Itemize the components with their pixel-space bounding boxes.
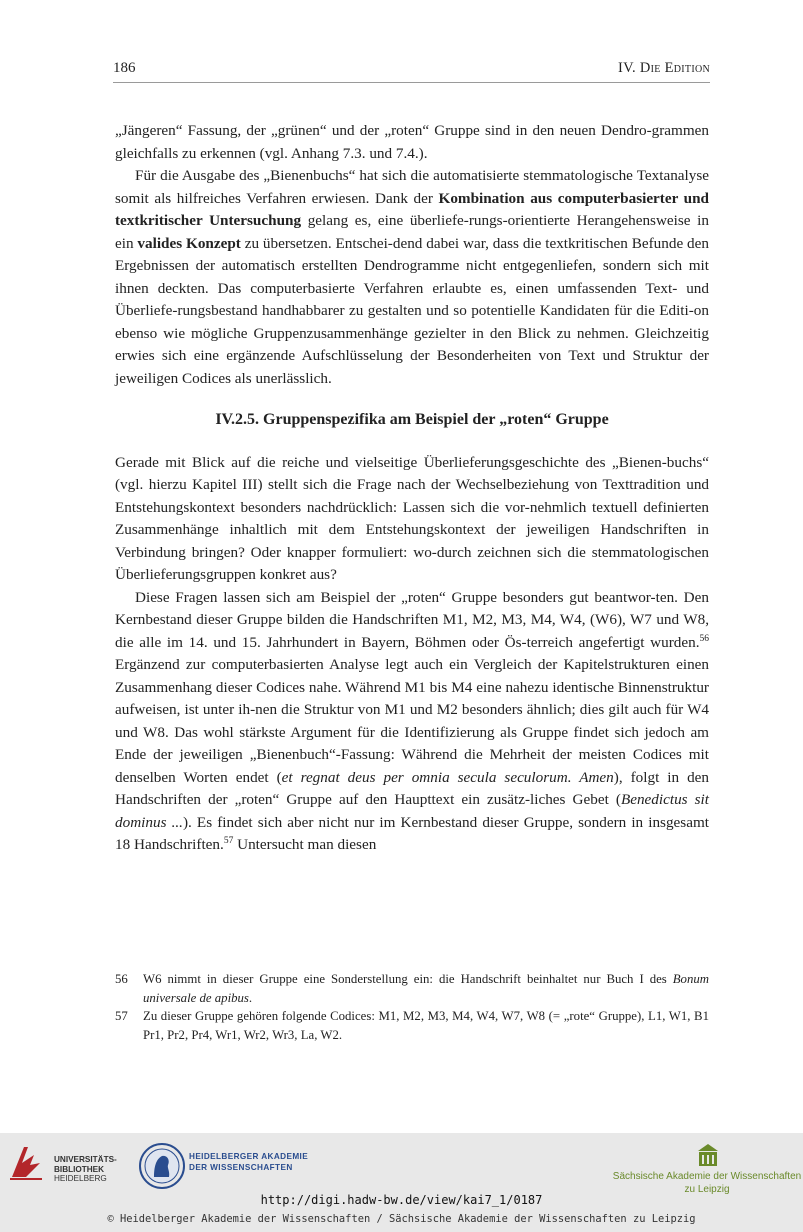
footnote-ref-56[interactable]: 56 — [699, 633, 709, 644]
body-text — [115, 120, 709, 857]
italic-phrase: Benedictus sit dominus ... — [115, 791, 709, 831]
paragraph-3: Gerade mit Blick auf die reiche und vielseitige Überlieferungsgeschichte des „Bienen-buchs“ (vgl. hierzu Kapitel III) stellt sich die Frage nach der Wechselbeziehung von Texttradition und Entstehungskontext besonders nachdrücklich: Lassen sich die vor-nehmlich textuell definierten Zusammenhänge inhaltlich mit dem Entstehungskontext der jeweiligen Handschriften in Verbindung bringen? Oder knapper formuliert: wo-durch zeichnen sich die stemmatologischen Überlieferungsgruppen konkret aus? — [115, 453, 709, 583]
footnote — [115, 970, 709, 1007]
section-title: IV. Die Edition — [617, 60, 710, 76]
text-run: Diese Fragen lassen sich am Beispiel der „roten“ Gruppe besonders gut beantwor-ten. Den Kernbestand dieser Gruppe bilden die Handschriften M1, M2, M3, M4, W4, (W6), W7 und W8, die alle im 14. und 15. Jahrhundert in Bayern, Böhmen oder Ös-terreich angefertigt wurden. — [115, 588, 709, 651]
text-run: ), folgt in den Handschriften der „roten“ Gruppe auf den Haupttext ein zusätz-liches Gebet ( — [115, 768, 709, 808]
hadw-text — [189, 1151, 308, 1173]
footnotes — [115, 970, 709, 1044]
running-head — [113, 60, 710, 83]
bold-phrase: Kombination aus computerbasierter und textkritischer Untersuchung — [115, 189, 709, 229]
footnote-text — [143, 970, 709, 1007]
text-run: zu übersetzen. Entschei-dend dabei war, dass die textkritischen Befunde den Ergebnissen der automatisch erstellten Dendrogramme nicht entgegenliefen, sondern sich mit ihnen deckten. Das computerbasierte Verfahren erlaubte es, einen umfassenden Text- und Überliefe-rungsbestand handhabbarer zu gestalten und so potentielle Kandidaten für die Editi-on ebenso wie mögliche Gruppenzusammenhänge gezielter in den Blick zu nehmen. Gleichzeitig erwies sich eine ergänzende Aufschlüsselung der Besonderheiten von Text und Struktur der jeweiligen Codices als unerlässlich. — [115, 234, 709, 387]
ub-emblem-icon — [8, 1141, 44, 1181]
ub-line: BIBLIOTHEK — [54, 1164, 105, 1174]
paragraph-4 — [115, 587, 709, 857]
footnote — [115, 1007, 709, 1044]
text-run: ). Es findet sich aber nicht nur im Kernbestand dieser Gruppe, sondern in insgesamt 18 Handschriften. — [115, 813, 709, 853]
footnote-text: Zu dieser Gruppe gehören folgende Codices: M1, M2, M3, M4, W4, W7, W8 (= „rote“ Gruppe), L1, W1, B1 Pr1, Pr2, Pr4, Wr1, Wr2, Wr3, La, W2. — [143, 1009, 709, 1042]
bold-phrase: valides Konzept — [137, 234, 241, 252]
paragraph-1: „Jängeren“ Fassung, der „grünen“ und der „roten“ Gruppe sind in den neuen Dendro-grammen gleichfalls zu erkennen (vgl. Anhang 7.3. und 7.4.). — [115, 122, 709, 162]
ub-line: HEIDELBERG — [54, 1174, 107, 1183]
saw-line: zu Leipzig — [684, 1184, 730, 1195]
hadw-seal-icon — [138, 1141, 186, 1191]
footnote-ref-57[interactable]: 57 — [223, 836, 234, 846]
paragraph-2 — [115, 165, 709, 390]
hadw-line: DER WISSENSCHAFTEN — [189, 1163, 293, 1172]
italic-phrase: et regnat deus per omnia secula seculorum. Amen — [281, 768, 614, 786]
copyright-notice: © Heidelberger Akademie der Wissenschaften / Sächsische Akademie der Wissenschaften zu Leipzig — [107, 1213, 696, 1225]
university-library-logo[interactable] — [8, 1141, 138, 1187]
text-run: Untersucht man diesen — [233, 836, 377, 853]
text-run: Für die Ausgabe des „Bienenbuchs“ hat sich die automatisierte stemmatologische Textanalyse somit als hilfreiches Verfahren erwiesen. Dank der — [115, 167, 709, 207]
hadw-line: HEIDELBERGER AKADEMIE — [189, 1152, 309, 1161]
footnote-number: 56 — [115, 972, 128, 986]
italic-phrase: Bonum universale de apibus — [143, 972, 709, 1005]
text-run: . — [248, 990, 253, 1005]
ub-text — [54, 1155, 117, 1184]
text-run: gelang es, eine überliefe-rungs-orientierte Herangehensweise in ein — [115, 212, 709, 252]
text-run: W6 nimmt in dieser Gruppe eine Sonderstellung ein: die Handschrift beinhaltet nur Buch I des — [143, 972, 673, 986]
saw-building-icon — [696, 1143, 720, 1169]
text-run: Ergänzend zur computerbasierten Analyse legt auch ein Vergleich der Kapitelstrukturen einen Zusammenhang dieser Codices nahe. Während M1 bis M4 eine nahezu identische Binnenstruktur aufweisen, ist unter ih-nen die Struktur von M1 und M2 besonders ähnlich; dies gilt auch für W4 und W8. Das wohl stärkste Argument für die Identifizierung als Gruppe findet sich jedoch am Ende der jeweiligen „Bienenbuch“-Fassung: Während die Mehrheit der meisten Codices mit denselben Worten endet ( — [115, 656, 709, 786]
saw-line: Sächsische Akademie der Wissenschaften — [612, 1171, 802, 1182]
footnote-number: 57 — [115, 1009, 128, 1023]
page-number: 186 — [113, 60, 136, 76]
subsection-heading: IV.2.5. Gruppenspezifika am Beispiel der „roten“ Gruppe — [215, 411, 609, 428]
permalink-url[interactable]: http://digi.hadw-bw.de/view/kai7_1/0187 — [260, 1193, 543, 1207]
hadw-logo[interactable] — [138, 1141, 338, 1195]
ub-line: UNIVERSITÄTS- — [54, 1155, 117, 1164]
